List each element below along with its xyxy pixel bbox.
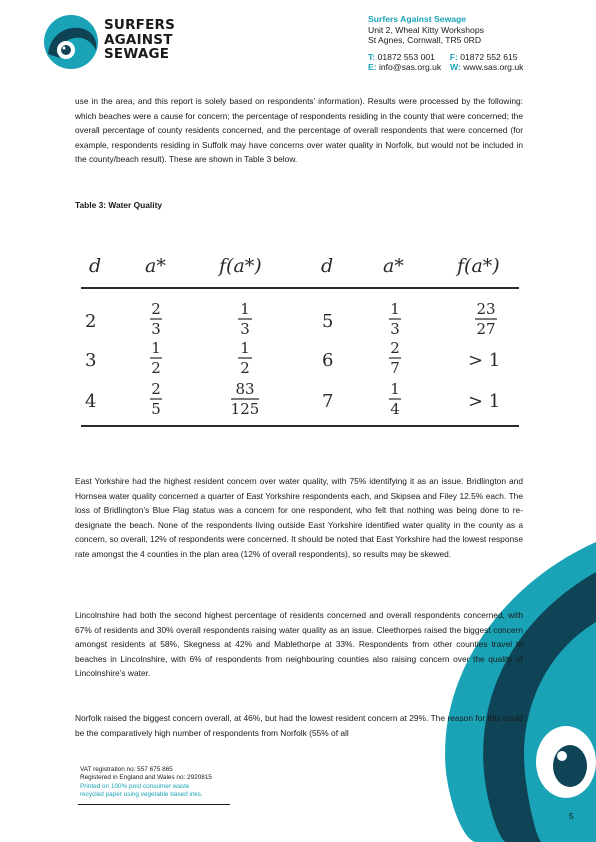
contact-phone-row <box>368 52 523 63</box>
footer-vat: VAT registration no: 557 675 865 <box>80 766 173 773</box>
fax-label: F: <box>449 51 458 62</box>
header-a-1: a* <box>145 255 166 277</box>
table-caption: Table 3: Water Quality <box>75 200 163 210</box>
row1-a1-num: 2 <box>151 300 161 318</box>
email-value[interactable]: info@sas.org.uk <box>378 62 442 73</box>
web-value[interactable]: www.sas.org.uk <box>463 62 524 73</box>
row2-a2-num: 2 <box>390 339 400 357</box>
row3-d2: 7 <box>322 391 334 412</box>
row3-a1-den: 5 <box>151 400 161 418</box>
row3-f1-den: 125 <box>230 400 260 418</box>
contact-web-row <box>368 62 523 73</box>
row1-f2-num: 23 <box>476 300 496 318</box>
row2-f2: > 1 <box>468 350 501 371</box>
paragraph-east-yorkshire: East Yorkshire had the highest resident concern over water quality, with 75% identifying it as an issue. Bridlington and Hornsea water quality concerned a quarter of East Yorkshire respondents each, and Skipsea and Filey 12.5% each. The loss of Bridlington’s Blue Flag status was a concern for one respondent, who felt that nothing was being done to re-designate the beach. None of the respondents living outside East Yorkshire identified water quality in the county as a concern, so overall, 12% of respondents were concerned. It should be noted that East Yorkshire had the lowest response rate amongst the 4 counties in the plan area (12% of overall respondents), so results may be skewed. <box>75 476 523 559</box>
header-f-2: f(a*) <box>457 255 500 277</box>
paragraph-norfolk: Norfolk raised the biggest concern overall, at 46%, but had the lowest resident concern at 29%. The reason for this could be the comparatively high number of respondents from Norfolk (55% of all <box>75 713 523 738</box>
row2-a1-den: 2 <box>151 359 161 377</box>
header-d-1: d <box>89 255 102 277</box>
row3-a1-num: 2 <box>151 380 161 398</box>
contact-address-2: St Agnes, Cornwall, TR5 0RD <box>368 35 482 46</box>
footer-divider <box>78 804 230 805</box>
row2-a1-num: 1 <box>151 339 161 357</box>
header-f-1: f(a*) <box>219 255 262 277</box>
row1-a2-den: 3 <box>390 320 400 338</box>
row2-d2: 6 <box>322 350 334 371</box>
row1-d2: 5 <box>322 311 334 332</box>
tel-value: 01872 553 001 <box>377 51 435 62</box>
row1-a1-den: 3 <box>151 320 161 338</box>
row2-d1: 3 <box>85 350 97 371</box>
page-number: 5 <box>569 812 574 821</box>
row1-d1: 2 <box>85 311 97 332</box>
row1-a2-num: 1 <box>390 300 400 318</box>
water-quality-table-image <box>65 230 532 440</box>
footer-registration <box>80 766 212 800</box>
brand-line-3: SEWAGE <box>104 46 170 62</box>
tel-label: T: <box>368 51 376 62</box>
web-label: W: <box>450 62 461 73</box>
row2-a2-den: 7 <box>390 359 400 377</box>
footer-reg: Registered in England and Wales no: 2920815 <box>80 774 212 782</box>
paragraph-intro: use in the area, and this report is solely based on respondents’ information). Results were processed by the following: which beaches were a cause for concern; the percentage of respondents residing in the county that were concerned; the overall percentage of county residents concerned, and the percentage of overall respondents that were concerned (for example, respondents residing in Suffolk may have concerns over water quality in Norfolk, but would not be included in the county/beach result). These are shown in Table 3 below. <box>75 96 523 165</box>
header-d-2: d <box>321 255 334 277</box>
contact-block <box>368 14 523 73</box>
footer-printed-2: recycled paper using vegetable based inks. <box>80 791 203 799</box>
header-a-2: a* <box>383 255 404 277</box>
row3-a2-den: 4 <box>390 400 400 418</box>
brand-line-2: AGAINST <box>104 31 173 48</box>
brand-line-1: SURFERS <box>104 17 176 33</box>
paragraph-lincolnshire: Lincolnshire had both the second highest percentage of residents concerned and overall respondents concerned, with 67% of residents and 30% overall respondents raising water quality as an issue. Cleethorpes raised the biggest concern amongst residents at 58%, Skegness at 42% and Mablethorpe at 33%. Respondents from other counties travel to beaches in Lincolnshire, with 6% of respondents from neighbouring counties also raising concern over the quality of Lincolnshire’s water. <box>75 610 523 679</box>
fax-value: 01872 552 615 <box>460 51 518 62</box>
row2-f1-den: 2 <box>240 359 250 377</box>
contact-address-1: Unit 2, Wheal Kitty Workshops <box>368 24 484 35</box>
decorative-wave-graphic <box>356 542 596 842</box>
brand-name <box>104 18 175 62</box>
row3-f2: > 1 <box>468 391 501 412</box>
row1-f2-den: 27 <box>476 320 496 338</box>
footer-printed-1: Printed on 100% post consumer waste <box>80 782 190 790</box>
row1-f1-den: 3 <box>240 320 250 338</box>
row3-d1: 4 <box>85 391 97 412</box>
sas-wave-logo-icon <box>40 14 102 70</box>
row1-f1-num: 1 <box>240 300 250 318</box>
contact-org: Surfers Against Sewage <box>368 14 467 24</box>
row3-f1-num: 83 <box>235 380 255 398</box>
email-label: E: <box>368 62 377 73</box>
row3-a2-num: 1 <box>390 380 400 398</box>
row2-f1-num: 1 <box>240 339 250 357</box>
